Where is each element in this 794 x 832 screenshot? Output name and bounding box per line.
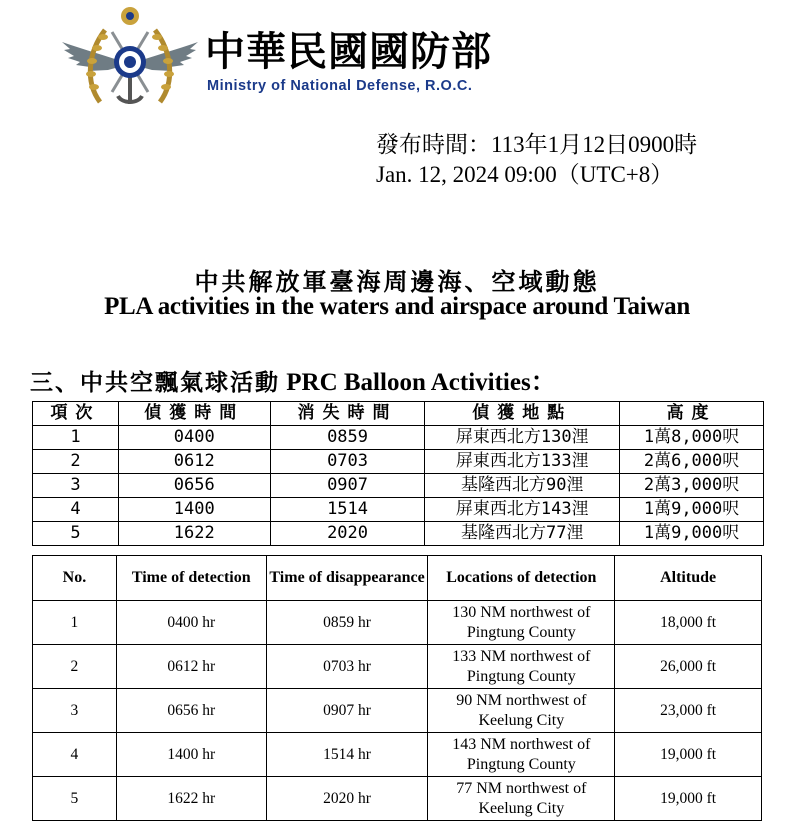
table-cell: 1622: [118, 522, 270, 546]
table-cell: 屏東西北方143浬: [425, 498, 620, 522]
table-cell: 77 NM northwest of Keelung City: [428, 777, 615, 821]
table-cell: 4: [33, 733, 117, 777]
table-cell: 2020 hr: [266, 777, 428, 821]
org-name-zh: 中華民國國防部: [205, 29, 492, 75]
release-time: [376, 130, 697, 190]
col-header: 偵獲地點: [425, 402, 620, 426]
table-cell: 1萬8,000呎: [620, 426, 764, 450]
table-cell: 0703: [270, 450, 425, 474]
table-cell: 0656 hr: [116, 689, 266, 733]
table-cell: 0859 hr: [266, 601, 428, 645]
mnd-emblem-icon: [60, 2, 200, 112]
table-row: [33, 474, 764, 498]
col-header: Time of detection: [116, 556, 266, 601]
table-cell: 0612: [118, 450, 270, 474]
table-cell: 0907 hr: [266, 689, 428, 733]
table-cell: 1514 hr: [266, 733, 428, 777]
table-cell: 3: [33, 689, 117, 733]
table-cell: 143 NM northwest of Pingtung County: [428, 733, 615, 777]
table-cell: 1: [33, 426, 119, 450]
table-cell: 基隆西北方90浬: [425, 474, 620, 498]
col-header: 偵獲時間: [118, 402, 270, 426]
table-row: [33, 522, 764, 546]
table-cell: 133 NM northwest of Pingtung County: [428, 645, 615, 689]
table-header-row: [33, 556, 762, 601]
col-header: Altitude: [615, 556, 762, 601]
table-cell: 0400 hr: [116, 601, 266, 645]
table-cell: 1: [33, 601, 117, 645]
release-time-zh: 發布時間：113年1月12日0900時: [376, 132, 698, 157]
table-cell: 0612 hr: [116, 645, 266, 689]
table-cell: 0859: [270, 426, 425, 450]
balloon-table-zh: [32, 401, 764, 546]
section-heading-en: PRC Balloon Activities: [286, 369, 531, 396]
table-cell: 2: [33, 450, 119, 474]
table-cell: 0907: [270, 474, 425, 498]
table-cell: 1514: [270, 498, 425, 522]
table-cell: 19,000 ft: [615, 777, 762, 821]
table-cell: 2萬3,000呎: [620, 474, 764, 498]
table-row: [33, 733, 762, 777]
table-cell: 130 NM northwest of Pingtung County: [428, 601, 615, 645]
table-row: [33, 450, 764, 474]
table-cell: 90 NM northwest of Keelung City: [428, 689, 615, 733]
table-cell: 0703 hr: [266, 645, 428, 689]
section-heading-suffix: ：: [530, 369, 556, 396]
table-cell: 1622 hr: [116, 777, 266, 821]
col-header: No.: [33, 556, 117, 601]
table-cell: 屏東西北方130浬: [425, 426, 620, 450]
table-row: [33, 498, 764, 522]
table-cell: 0656: [118, 474, 270, 498]
table-cell: 0400: [118, 426, 270, 450]
table-row: [33, 601, 762, 645]
table-cell: 1400 hr: [116, 733, 266, 777]
table-row: [33, 777, 762, 821]
table-cell: 3: [33, 474, 119, 498]
col-header: Locations of detection: [428, 556, 615, 601]
release-time-en: Jan. 12, 2024 09:00（UTC+8）: [376, 162, 674, 187]
table-cell: 18,000 ft: [615, 601, 762, 645]
table-cell: 屏東西北方133浬: [425, 450, 620, 474]
table-cell: 5: [33, 777, 117, 821]
balloon-table-en: [32, 555, 762, 821]
table-cell: 2020: [270, 522, 425, 546]
table-cell: 5: [33, 522, 119, 546]
table-row: [33, 645, 762, 689]
table-header-row: [33, 402, 764, 426]
table-cell: 1萬9,000呎: [620, 522, 764, 546]
title-zh: 中共解放軍臺海周邊海、空域動態: [194, 267, 600, 296]
col-header: Time of disappearance: [266, 556, 428, 601]
table-cell: 23,000 ft: [615, 689, 762, 733]
table-cell: 2萬6,000呎: [620, 450, 764, 474]
table-cell: 1400: [118, 498, 270, 522]
col-header: 高度: [620, 402, 764, 426]
table-cell: 26,000 ft: [615, 645, 762, 689]
title-en: PLA activities in the waters and airspace around Taiwan: [104, 293, 690, 320]
table-cell: 4: [33, 498, 119, 522]
org-name-en: Ministry of National Defense, R.O.C.: [207, 78, 473, 94]
table-cell: 19,000 ft: [615, 733, 762, 777]
table-cell: 1萬9,000呎: [620, 498, 764, 522]
col-header: 項次: [33, 402, 119, 426]
col-header: 消失時間: [270, 402, 425, 426]
table-row: [33, 689, 762, 733]
table-row: [33, 426, 764, 450]
table-cell: 2: [33, 645, 117, 689]
table-cell: 基隆西北方77浬: [425, 522, 620, 546]
section-heading-zh: 三、中共空飄氣球活動: [30, 369, 280, 396]
section-heading: [30, 362, 556, 398]
